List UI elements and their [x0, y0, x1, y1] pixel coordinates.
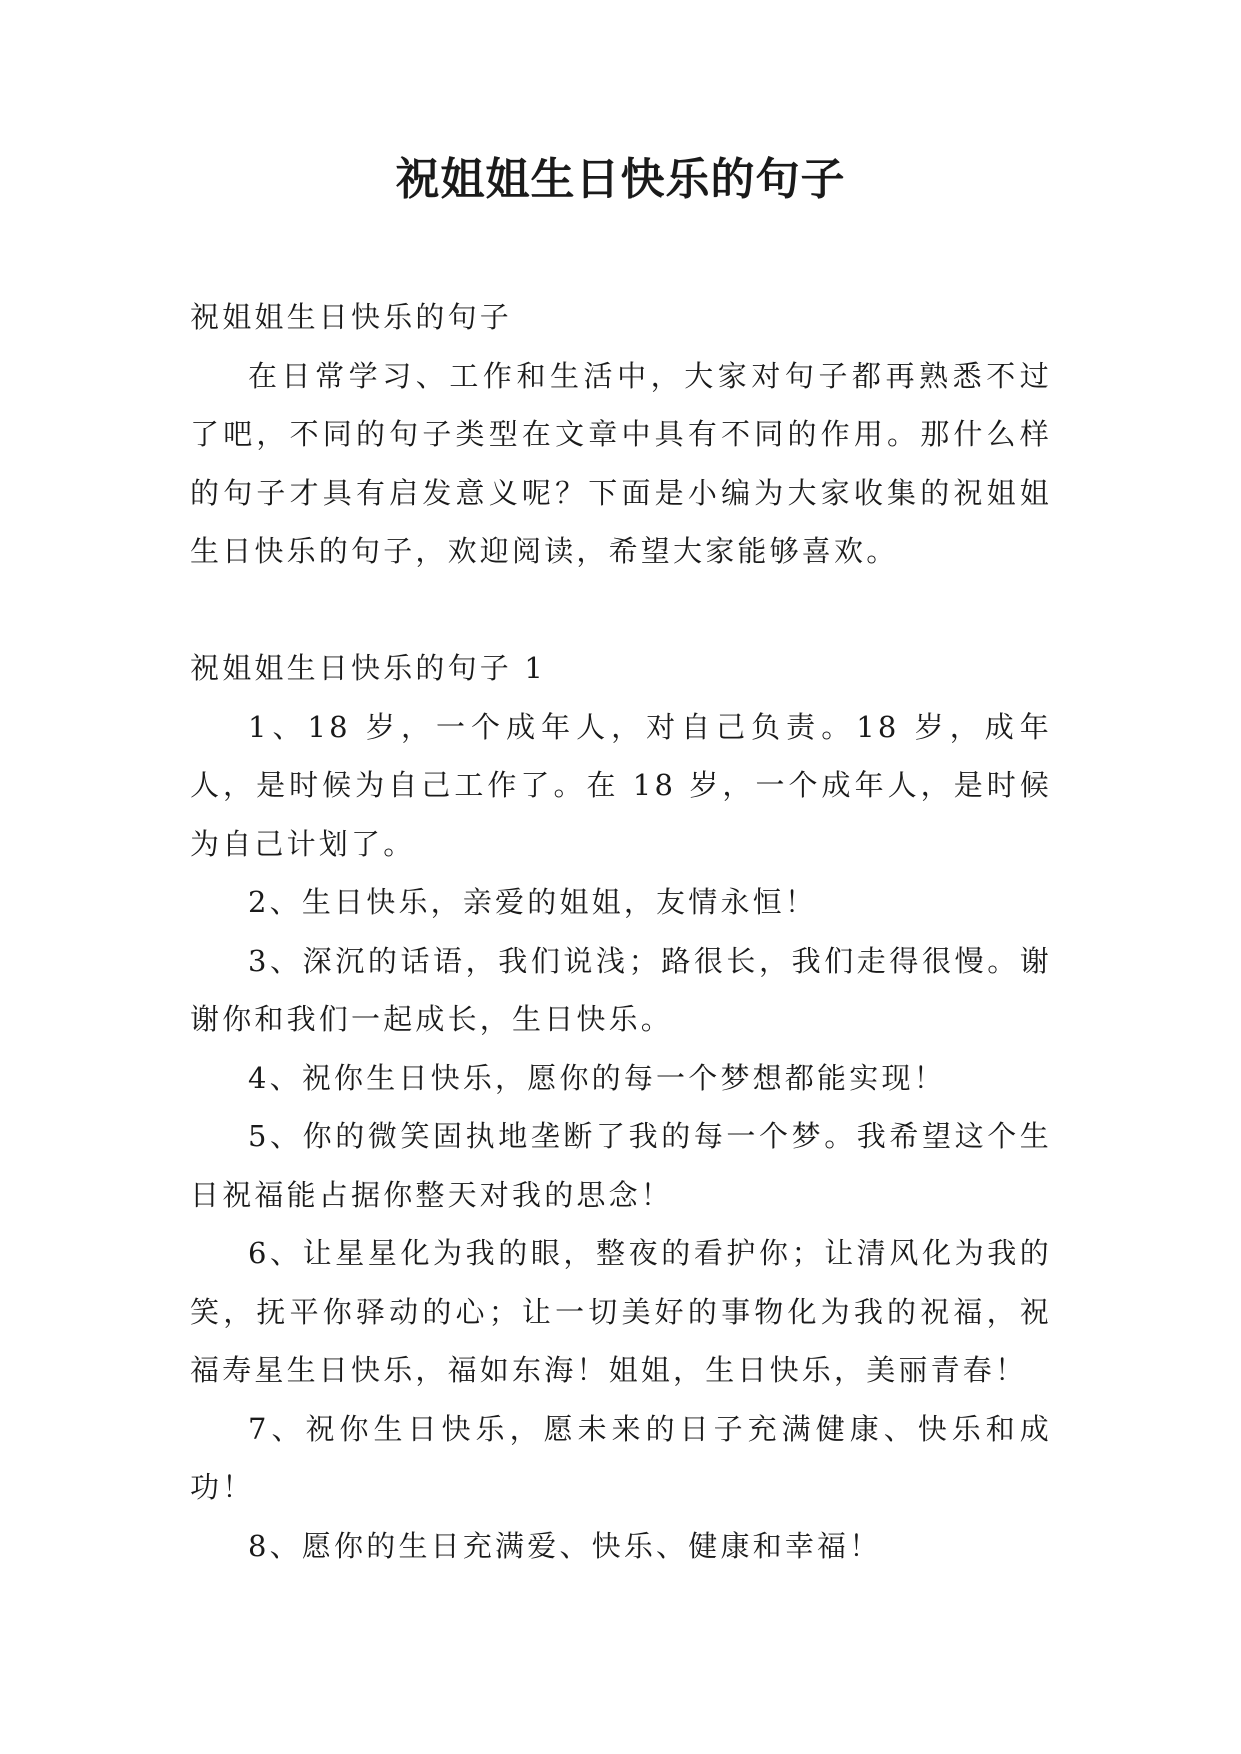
- document-body: [190, 288, 1052, 1575]
- list-item-4: 4、祝你生日快乐，愿你的每一个梦想都能实现！: [248, 1060, 946, 1095]
- document-title: 祝姐姐生日快乐的句子: [395, 154, 846, 205]
- list-item-5: 5、你的微笑固执地垄断了我的每一个梦。我希望这个生日祝福能占据你整天对我的思念！: [190, 1119, 1052, 1212]
- list-item-8: 8、愿你的生日充满爱、快乐、健康和幸福！: [248, 1528, 882, 1563]
- paragraph-spacer: [190, 581, 1052, 640]
- list-item-6: 6、让星星化为我的眼，整夜的看护你；让清风化为我的笑，抚平你驿动的心；让一切美好的事物化为我的祝福，祝福寿星生日快乐，福如东海！姐姐，生日快乐，美丽青春！: [190, 1236, 1052, 1387]
- intro-paragraph: 在日常学习、工作和生活中，大家对句子都再熟悉不过了吧，不同的句子类型在文章中具有不同的作用。那什么样的句子才具有启发意义呢？下面是小编为大家收集的祝姐姐生日快乐的句子，欢迎阅读，希望大家能够喜欢。: [190, 358, 1052, 568]
- list-item-7: 7、祝你生日快乐，愿未来的日子充满健康、快乐和成功！: [190, 1411, 1052, 1504]
- subtitle: 祝姐姐生日快乐的句子: [190, 300, 513, 334]
- list-item-3: 3、深沉的话语，我们说浅；路很长，我们走得很慢。谢谢你和我们一起成长，生日快乐。: [190, 943, 1052, 1036]
- section-heading: 祝姐姐生日快乐的句子 1: [190, 651, 547, 685]
- list-item-2: 2、生日快乐，亲爱的姐姐，友情永恒！: [248, 885, 818, 919]
- list-item-1: 1、18 岁，一个成年人，对自己负责。18 岁，成年人，是时候为自己工作了。在 18 岁，一个成年人，是时候为自己计划了。: [190, 709, 1052, 861]
